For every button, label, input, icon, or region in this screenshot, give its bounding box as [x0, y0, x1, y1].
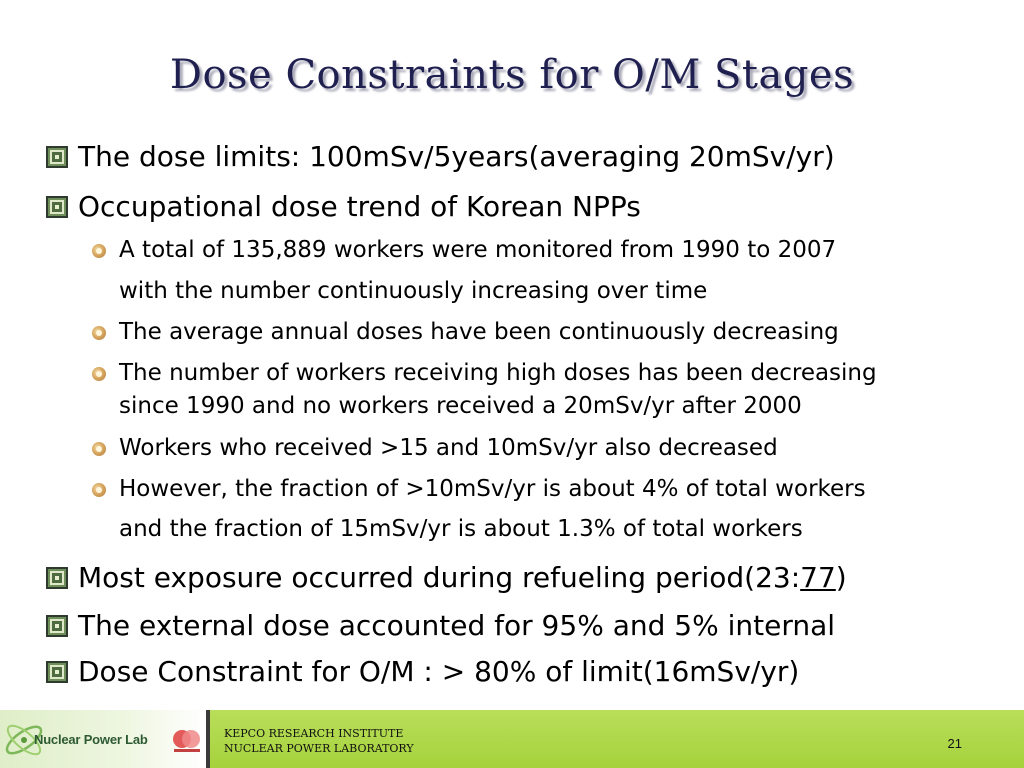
sub-bullet-fraction — [92, 474, 866, 544]
nuclear-power-lab-logo — [0, 710, 206, 768]
sub-bullet-line: since 1990 and no workers received a 20mSv/yr after 2000 — [119, 393, 802, 419]
slide-title: Dose Constraints for O/M Stages — [169, 52, 855, 98]
logo-text: Nuclear Power Lab — [34, 732, 148, 747]
sub-bullet-workers-monitored — [92, 235, 836, 306]
square-bullet-icon — [46, 661, 68, 683]
bullet-dose-limits — [46, 140, 835, 174]
sub-bullet-average-doses — [92, 317, 839, 347]
footer-bar — [210, 710, 1024, 768]
round-bullet-icon — [92, 442, 106, 456]
square-bullet-icon — [46, 615, 68, 637]
bullet-refueling-exposure — [46, 561, 847, 595]
round-bullet-icon — [92, 244, 106, 258]
bullet-text-part: Most exposure occurred during refueling period(23: — [78, 561, 801, 594]
square-bullet-icon — [46, 146, 68, 168]
sub-bullet-line: However, the fraction of >10mSv/yr is about 4% of total workers — [119, 476, 866, 502]
sub-bullet-line: The average annual doses have been continuously decreasing — [119, 319, 839, 345]
footer-organization — [224, 726, 414, 756]
bullet-external-dose — [46, 609, 835, 643]
sub-bullet-high-doses — [92, 358, 877, 421]
square-bullet-icon — [46, 567, 68, 589]
sub-bullet-line: The number of workers receiving high doses has been decreasing — [119, 360, 877, 386]
page-number: 21 — [947, 736, 962, 751]
round-bullet-icon — [92, 326, 106, 340]
bullet-occupational-trend — [46, 190, 641, 224]
sub-bullet-line: Workers who received >15 and 10mSv/yr also decreased — [119, 435, 778, 461]
sub-bullet-line: and the fraction of 15mSv/yr is about 1.3% of total workers — [119, 516, 803, 542]
bullet-text: Occupational dose trend of Korean NPPs — [78, 190, 641, 223]
sub-bullet-line: with the number continuously increasing over time — [119, 278, 708, 304]
bullet-text-part: ) — [835, 561, 847, 594]
round-bullet-icon — [92, 367, 106, 381]
square-bullet-icon — [46, 196, 68, 218]
sub-bullet-workers-decreased — [92, 433, 778, 463]
round-bullet-icon — [92, 483, 106, 497]
bullet-text: The dose limits: 100mSv/5years(averaging 20mSv/yr) — [78, 140, 835, 173]
bullet-dose-constraint — [46, 655, 799, 689]
sub-bullet-line: A total of 135,889 workers were monitored from 1990 to 2007 — [119, 237, 837, 263]
org-line-2: NUCLEAR POWER LABORATORY — [224, 742, 414, 755]
slide-footer — [0, 710, 1024, 768]
underlined-value: 77 — [800, 561, 836, 594]
bullet-text: The external dose accounted for 95% and 5% internal — [78, 609, 836, 642]
org-line-1: KEPCO RESEARCH INSTITUTE — [224, 727, 404, 740]
kepco-logo-icon — [170, 728, 204, 754]
bullet-text: Dose Constraint for O/M : > 80% of limit(16mSv/yr) — [78, 655, 800, 688]
bullet-text — [78, 561, 847, 595]
